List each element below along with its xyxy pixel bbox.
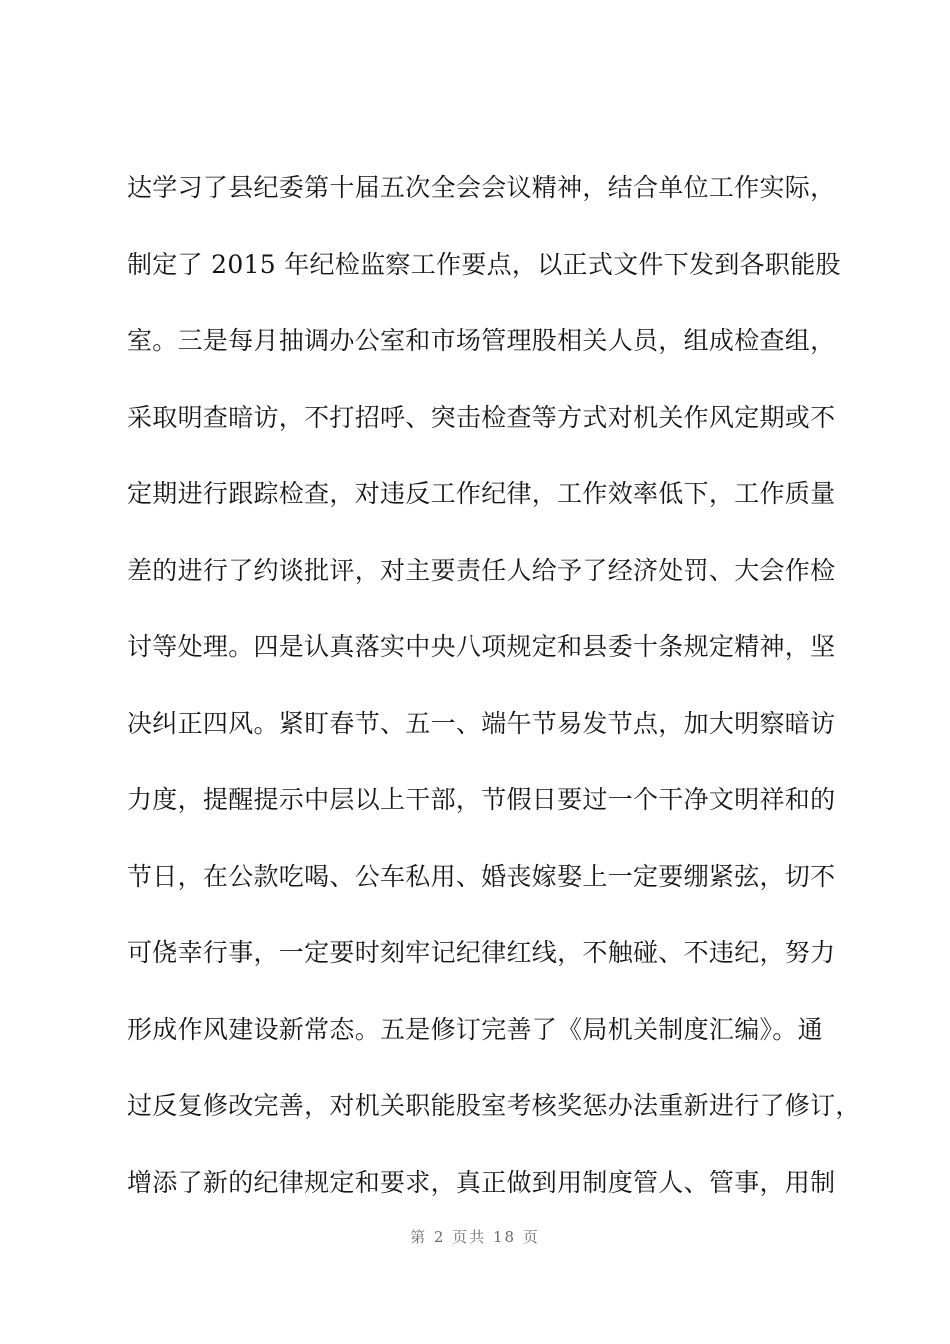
- text-line: 定期进行跟踪检查，对违反工作纪律，工作效率低下，工作质量: [127, 479, 836, 508]
- text-line: 节日，在公款吃喝、公车私用、婚丧嫁娶上一定要绷紧弦，切不: [127, 861, 836, 891]
- text-line: 达学习了县纪委第十届五次全会会议精神，结合单位工作实际，: [127, 173, 836, 202]
- text-line: 差的进行了约谈批评，对主要责任人给予了经济处罚、大会作检: [127, 555, 836, 585]
- text-line: 室。三是每月抽调办公室和市场管理股相关人员，组成检查组，: [127, 326, 836, 355]
- text-line: 力度，提醒提示中层以上干部，节假日要过一个干净文明祥和的: [127, 785, 836, 814]
- text-line: 决纠正四风。紧盯春节、五一、端午节易发节点，加大明察暗访: [127, 708, 836, 738]
- text-line: 形成作风建设新常态。五是修订完善了《局机关制度汇编》。通: [127, 1014, 823, 1044]
- text-line: 讨等处理。四是认真落实中央八项规定和县委十条规定精神，坚: [127, 632, 836, 661]
- text-line: 过反复修改完善，对机关职能股室考核奖惩办法重新进行了修订，: [127, 1091, 861, 1120]
- text-line: 制定了 2015 年纪检监察工作要点，以正式文件下发到各职能股: [127, 249, 841, 279]
- text-line: 采取明查暗访，不打招呼、突击检查等方式对机关作风定期或不: [127, 402, 836, 432]
- text-line: 增添了新的纪律规定和要求，真正做到用制度管人、管事，用制: [127, 1167, 836, 1197]
- body-text: [127, 150, 861, 1221]
- text-line: 可侥幸行事，一定要时刻牢记纪律红线，不触碰、不违纪，努力: [127, 938, 836, 967]
- page-number-footer: 第 2 页共 18 页: [410, 1228, 540, 1246]
